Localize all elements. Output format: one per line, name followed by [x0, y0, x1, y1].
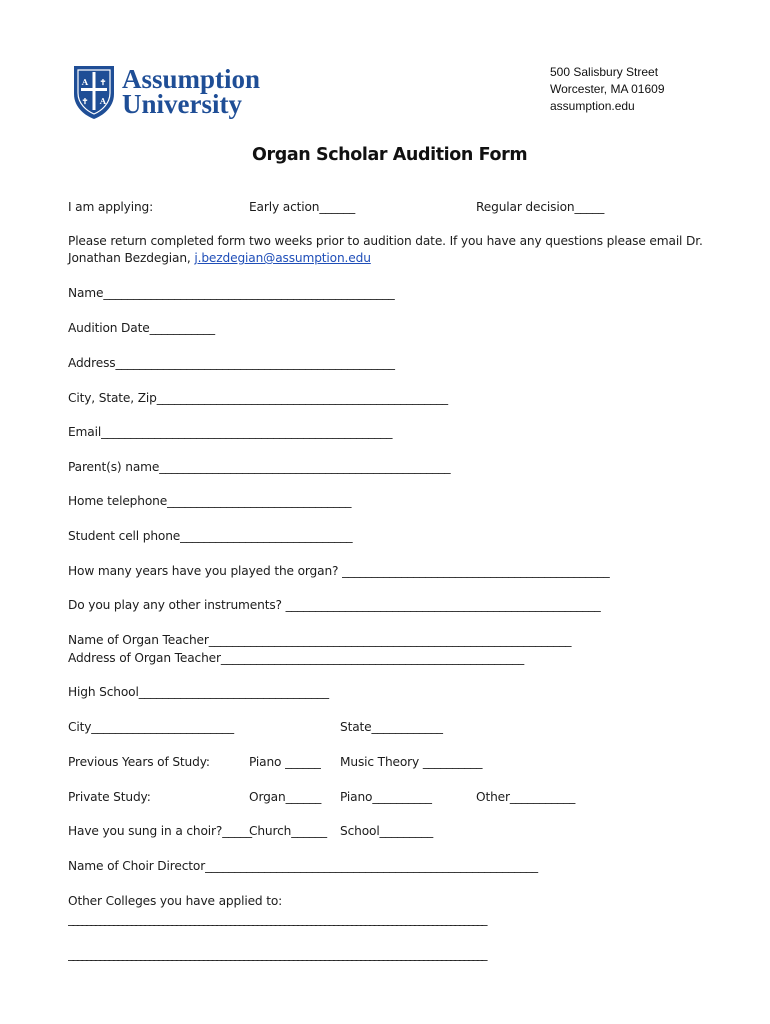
instructions-prefix: Jonathan Bezdegian, [68, 251, 195, 265]
student-cell-field[interactable]: Student cell phone_____________________________ [68, 529, 353, 543]
other-colleges-label: Other Colleges you have applied to: [68, 894, 283, 908]
address-line-2: Worcester, MA 01609 [550, 82, 665, 96]
choir-question-field[interactable]: Have you sung in a choir?_____ [68, 824, 252, 838]
city-field[interactable]: City________________________ [68, 720, 234, 734]
private-piano-field[interactable]: Piano__________ [340, 790, 432, 804]
svg-text:A: A [81, 77, 89, 87]
previous-study-label: Previous Years of Study: [68, 755, 210, 769]
audition-date-field[interactable]: Audition Date___________ [68, 321, 215, 335]
form-title: Organ Scholar Audition Form [252, 145, 528, 165]
email-field[interactable]: Email_________________________________________________ [68, 425, 393, 439]
private-organ-field[interactable]: Organ______ [249, 790, 322, 804]
other-colleges-line-1[interactable]: _____________________________________________________________________________________________ [68, 912, 486, 926]
organ-teacher-name-field[interactable]: Name of Organ Teacher_____________________________________________________________ [68, 633, 572, 647]
other-instruments-field[interactable]: Do you play any other instruments? _____________________________________________________ [68, 598, 601, 612]
city-state-zip-field[interactable]: City, State, Zip_________________________________________________ [68, 391, 448, 405]
regular-decision-field[interactable]: Regular decision_____ [476, 200, 605, 214]
high-school-field[interactable]: High School________________________________ [68, 685, 329, 699]
other-colleges-line-2[interactable]: _____________________________________________________________________________________________ [68, 947, 486, 961]
svg-text:✝: ✝ [99, 77, 107, 87]
svg-text:A: A [99, 96, 107, 106]
logo-line-1: Assumption [122, 64, 261, 94]
shield-icon [72, 64, 116, 120]
address-line-3: assumption.edu [550, 99, 635, 113]
years-played-field[interactable]: How many years have you played the organ? _____________________________________________ [68, 564, 610, 578]
email-link[interactable]: j.bezdegian@assumption.edu [194, 251, 371, 265]
instructions-line-2 [68, 251, 371, 265]
previous-theory-field[interactable]: Music Theory __________ [340, 755, 483, 769]
address-field[interactable]: Address_______________________________________________ [68, 356, 395, 370]
early-action-field[interactable]: Early action______ [249, 200, 356, 214]
home-telephone-field[interactable]: Home telephone_______________________________ [68, 494, 352, 508]
instructions-line-1: Please return completed form two weeks prior to audition date. If you have any questions please email Dr. [68, 234, 703, 248]
previous-piano-field[interactable]: Piano ______ [249, 755, 321, 769]
choir-director-field[interactable]: Name of Choir Director________________________________________________________ [68, 859, 538, 873]
parents-name-field[interactable]: Parent(s) name_________________________________________________ [68, 460, 451, 474]
university-logo [72, 64, 282, 122]
applying-label: I am applying: [68, 200, 154, 214]
state-field[interactable]: State____________ [340, 720, 443, 734]
choir-school-field[interactable]: School_________ [340, 824, 434, 838]
address-line-1: 500 Salisbury Street [550, 65, 659, 79]
svg-text:✝: ✝ [81, 96, 89, 106]
organ-teacher-address-field[interactable]: Address of Organ Teacher___________________________________________________ [68, 651, 525, 665]
name-field[interactable]: Name_________________________________________________ [68, 286, 395, 300]
private-study-label: Private Study: [68, 790, 151, 804]
private-other-field[interactable]: Other___________ [476, 790, 576, 804]
choir-church-field[interactable]: Church______ [249, 824, 327, 838]
logo-line-2: University [122, 89, 242, 119]
